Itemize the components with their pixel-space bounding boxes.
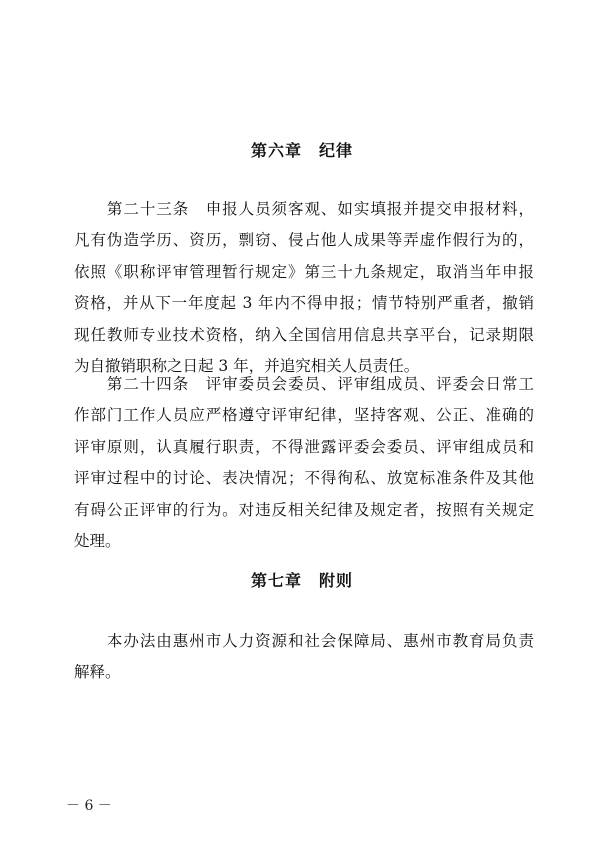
supplementary-provision-line: 本办法由惠州市人力资源和社会保障局、惠州市教育局负责 xyxy=(74,632,534,650)
article-23-line: 为自撤销职称之日起 3 年，并追究相关人员责任。 xyxy=(74,356,420,375)
article-24-line: 有碍公正评审的行为。对违反相关纪律及规定者，按照有关规定 xyxy=(74,500,534,519)
chapter-6-heading: 第六章 纪律 xyxy=(250,141,353,160)
article-24-line: 评审原则，认真履行职责，不得泄露评委会委员、评审组成员和 xyxy=(74,437,534,456)
article-23 xyxy=(74,194,534,382)
article-23-line: 资格，并从下一年度起 3 年内不得申报；情节特别严重者，撤销 xyxy=(74,294,534,313)
supplementary-provision-line: 解释。 xyxy=(74,663,121,682)
article-24-line: 处理。 xyxy=(74,531,121,550)
article-24 xyxy=(74,369,534,557)
article-23-line: 现任教师专业技术资格，纳入全国信用信息共享平台，记录期限 xyxy=(74,325,534,344)
article-23-line: 依照《职称评审管理暂行规定》第三十九条规定，取消当年申报 xyxy=(74,262,534,281)
chapter-7-heading: 第七章 附则 xyxy=(250,571,353,590)
article-24-line: 作部门工作人员应严格遵守评审纪律，坚持客观、公正、准确的 xyxy=(74,406,534,425)
supplementary-provision xyxy=(74,626,534,689)
article-23-line: 第二十三条 申报人员须客观、如实填报并提交申报材料， xyxy=(74,200,534,218)
article-24-line: 评审过程中的讨论、表决情况；不得徇私、放宽标准条件及其他 xyxy=(74,469,534,488)
article-23-line: 凡有伪造学历、资历，剽窃、侵占他人成果等弄虚作假行为的， xyxy=(74,231,534,250)
article-24-line: 第二十四条 评审委员会委员、评审组成员、评委会日常工 xyxy=(74,375,534,393)
page-number: － 6 － xyxy=(66,798,112,814)
